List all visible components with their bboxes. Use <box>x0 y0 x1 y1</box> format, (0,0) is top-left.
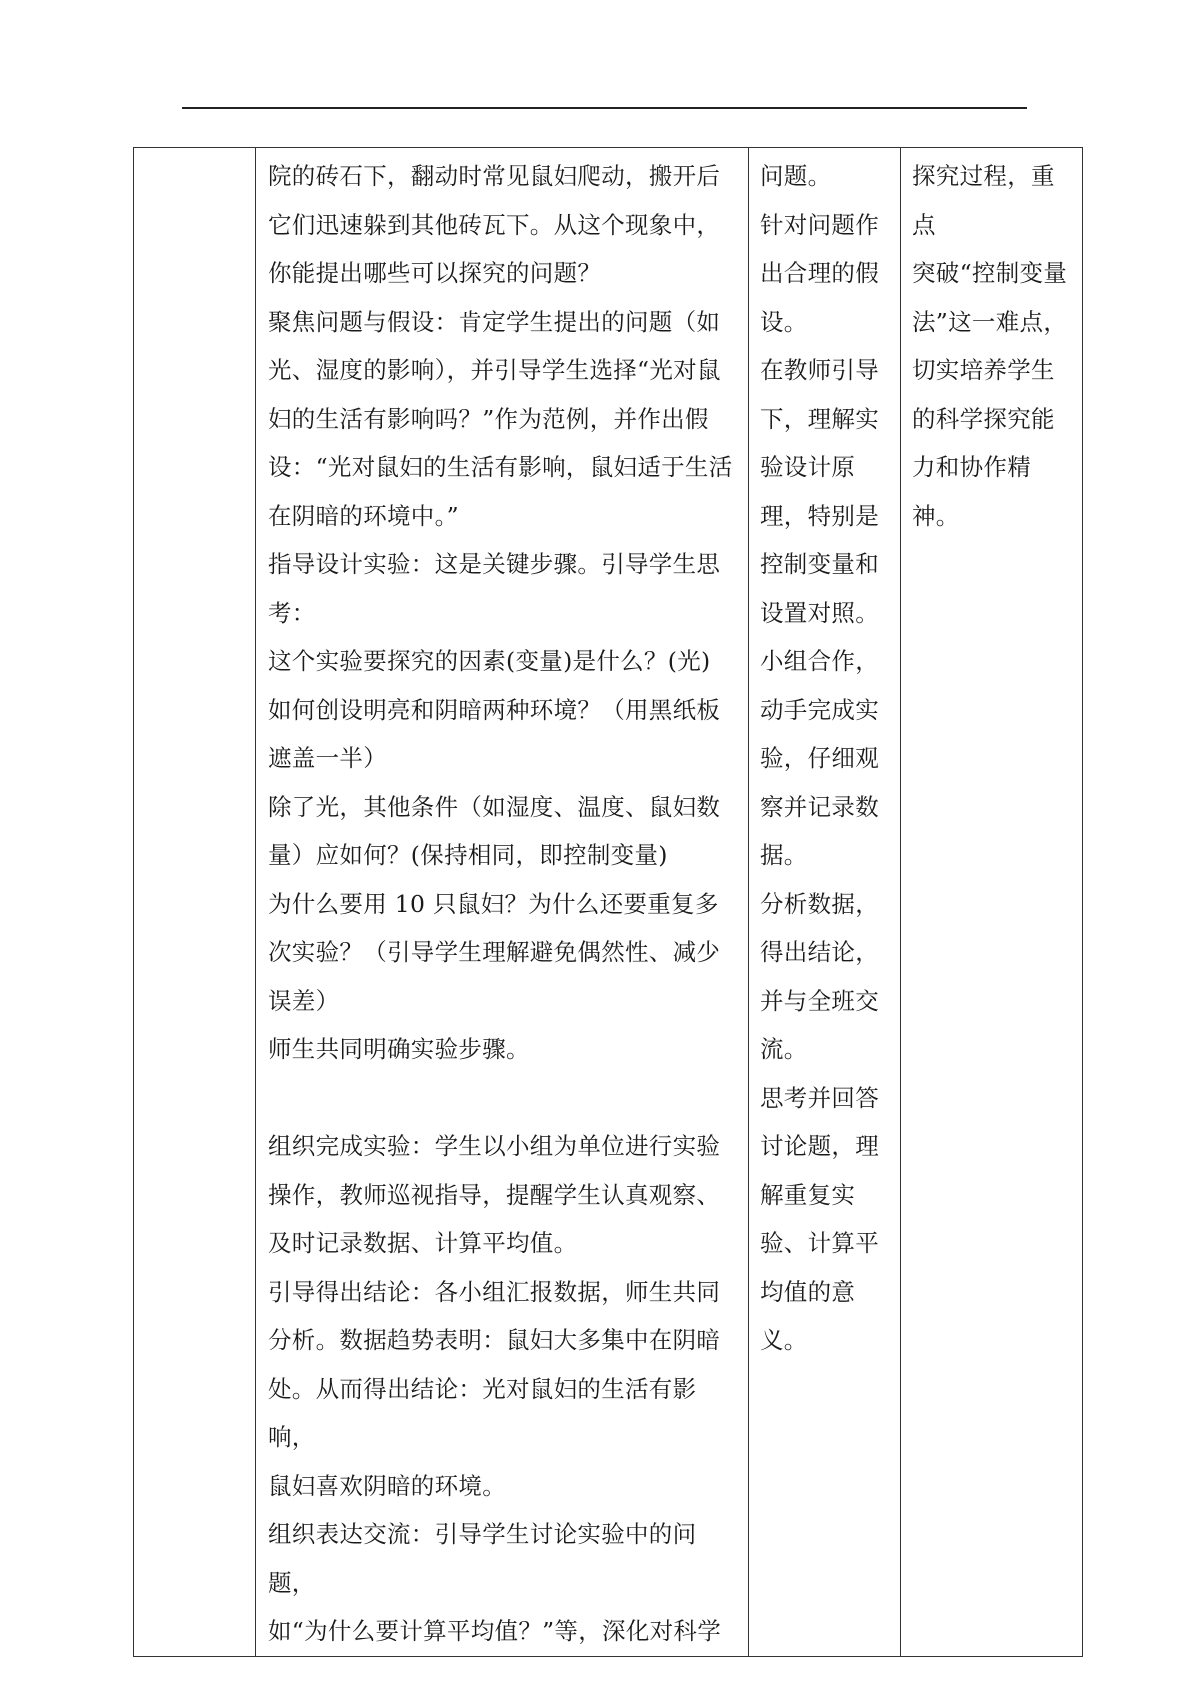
text-line: 讨论题，理 <box>760 1132 879 1160</box>
text-line: 法”这一难点， <box>912 307 1068 336</box>
table-row <box>134 148 1083 1657</box>
text-line: 你能提出哪些可以探究的问题？ <box>268 259 602 287</box>
text-line: 组织完成实验：学生以小组为单位进行实验 <box>268 1132 721 1160</box>
text-line: 切实培养学生 <box>912 356 1055 384</box>
text-line: 验设计原 <box>760 453 856 481</box>
text-line: 如“为什么要计算平均值？”等，深化对科学 <box>268 1617 722 1645</box>
text-line: 分析。数据趋势表明：鼠妇大多集中在阴暗 <box>268 1326 721 1354</box>
text-line: 在阴暗的环境中。” <box>268 501 459 530</box>
text-line: 聚焦问题与假设：肯定学生提出的问题（如 <box>268 307 721 336</box>
text-line: 突破“控制变量 <box>912 259 1068 287</box>
text-line: 验、计算平 <box>760 1229 879 1257</box>
text-line: 设置对照。 <box>760 598 879 627</box>
text-line: 除了光，其他条件（如湿度、温度、鼠妇数 <box>268 792 721 821</box>
text-line: 次实验？（引导学生理解避免偶然性、减少 <box>268 938 721 966</box>
text-line: 下，理解实 <box>760 404 879 433</box>
text-line: 光、湿度的影响），并引导学生选择“光对鼠 <box>268 356 721 384</box>
text-line: 引导得出结论：各小组汇报数据，师生共同 <box>268 1277 721 1306</box>
blank-line <box>268 1074 738 1123</box>
text-line: 并与全班交 <box>760 986 879 1015</box>
text-line: 问题。 <box>760 162 832 190</box>
text-line: 察并记录数 <box>760 792 879 821</box>
text-line: 这个实验要探究的因素(变量)是什么？(光) <box>268 647 711 675</box>
text-line: 鼠妇喜欢阴暗的环境。 <box>268 1471 506 1500</box>
text-line: 小组合作， <box>760 647 879 675</box>
text-line: 如何创设明亮和阴暗两种环境？（用黑纸板 <box>268 695 721 724</box>
text-line: 理，特别是 <box>760 501 879 530</box>
student-activity-text <box>749 148 900 1365</box>
text-line: 流。 <box>760 1035 808 1063</box>
text-line: 考： <box>268 598 316 627</box>
teacher-activity-cell <box>256 148 749 1657</box>
text-line: 义。 <box>760 1326 808 1354</box>
text-line: 据。 <box>760 841 808 869</box>
text-line: 均值的意 <box>760 1277 856 1306</box>
text-line: 控制变量和 <box>760 550 879 578</box>
text-line: 遮盖一半） <box>268 744 387 772</box>
lesson-plan-table <box>133 147 1083 1657</box>
design-intent-cell <box>901 148 1083 1657</box>
text-line: 误差） <box>268 986 340 1015</box>
design-intent-text <box>901 148 1082 540</box>
student-activity-cell <box>749 148 901 1657</box>
text-line: 分析数据， <box>760 889 879 918</box>
text-line: 在教师引导 <box>760 356 879 384</box>
text-line: 的科学探究能 <box>912 404 1055 433</box>
text-line: 妇的生活有影响吗？”作为范例，并作出假 <box>268 404 709 433</box>
text-line: 量）应如何？(保持相同，即控制变量) <box>268 841 668 869</box>
text-line: 及时记录数据、计算平均值。 <box>268 1229 578 1257</box>
text-line: 探究过程，重点 <box>912 162 1055 239</box>
text-line: 针对问题作 <box>760 210 879 239</box>
text-line: 设：“光对鼠妇的生活有影响，鼠妇适于生活 <box>268 453 733 481</box>
text-line: 操作，教师巡视指导，提醒学生认真观察、 <box>268 1180 721 1209</box>
text-line: 它们迅速躲到其他砖瓦下。从这个现象中， <box>268 210 721 239</box>
text-line: 师生共同明确实验步骤。 <box>268 1035 530 1063</box>
text-line: 解重复实 <box>760 1180 856 1209</box>
header-rule <box>182 107 1027 109</box>
stage-cell <box>134 148 256 1657</box>
teacher-activity-text <box>256 148 748 1656</box>
text-line: 动手完成实 <box>760 695 879 724</box>
text-line: 为什么要用 10 只鼠妇？为什么还要重复多 <box>268 889 719 918</box>
text-line: 组织表达交流：引导学生讨论实验中的问题， <box>268 1520 697 1597</box>
text-line: 设。 <box>760 307 808 336</box>
text-line: 得出结论， <box>760 938 879 966</box>
text-line: 处。从而得出结论：光对鼠妇的生活有影响， <box>268 1374 697 1451</box>
text-line: 出合理的假 <box>760 259 879 287</box>
text-line: 验，仔细观 <box>760 744 879 772</box>
text-line: 指导设计实验：这是关键步骤。引导学生思 <box>268 550 721 578</box>
text-line: 力和协作精神。 <box>912 453 1031 530</box>
text-line: 院的砖石下，翻动时常见鼠妇爬动，搬开后 <box>268 162 721 190</box>
text-line: 思考并回答 <box>760 1083 879 1112</box>
